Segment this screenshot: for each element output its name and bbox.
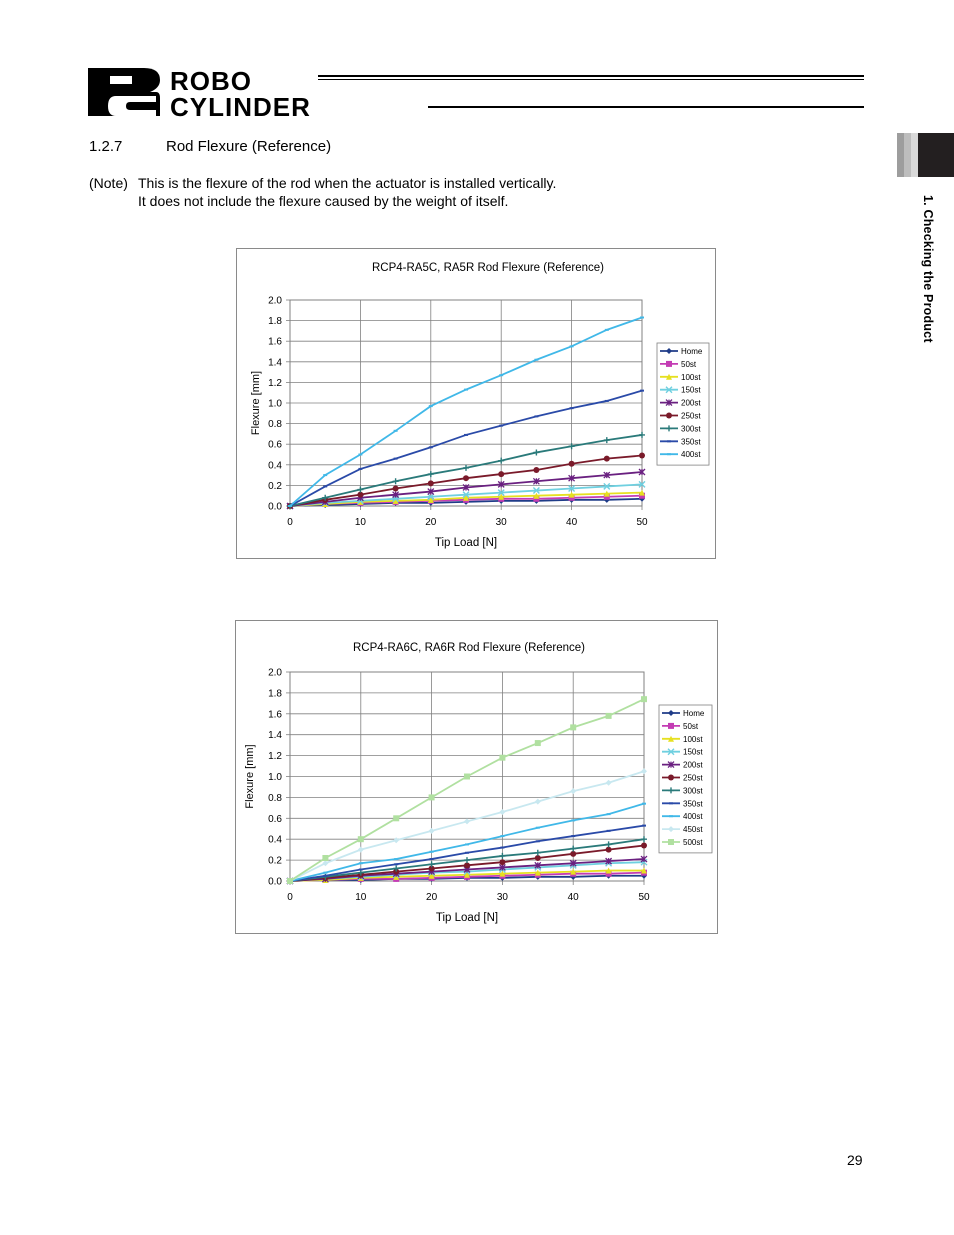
y-tick-label: 0.8 bbox=[268, 792, 282, 804]
y-tick-label: 1.8 bbox=[268, 688, 282, 700]
legend-label: 50st bbox=[681, 359, 697, 369]
legend-label: 300st bbox=[683, 786, 703, 796]
y-tick-label: 1.4 bbox=[268, 730, 282, 742]
legend-label: 400st bbox=[681, 450, 701, 460]
legend-marker bbox=[666, 413, 672, 419]
x-tick-label: 40 bbox=[566, 517, 578, 528]
chart-ra6 bbox=[236, 621, 717, 933]
data-point-500st bbox=[641, 696, 647, 702]
side-tab-block bbox=[918, 133, 954, 177]
data-point-250st bbox=[464, 862, 470, 868]
data-point-500st bbox=[606, 713, 612, 719]
y-tick-label: 0.6 bbox=[268, 439, 282, 451]
data-point-250st bbox=[499, 859, 505, 865]
data-point-500st bbox=[358, 836, 364, 842]
x-tick-label: 50 bbox=[636, 517, 648, 528]
y-tick-label: 1.4 bbox=[268, 357, 282, 369]
note-label: (Note) bbox=[89, 175, 128, 191]
y-tick-label: 0.0 bbox=[268, 501, 282, 513]
x-tick-label: 50 bbox=[638, 892, 650, 903]
side-tab-shade-1 bbox=[897, 133, 904, 177]
side-tab-shade-2 bbox=[904, 133, 911, 177]
x-tick-label: 10 bbox=[355, 892, 367, 903]
data-point-250st bbox=[604, 456, 610, 462]
data-point-500st bbox=[322, 855, 328, 861]
x-axis-label: Tip Load [N] bbox=[434, 537, 498, 549]
y-tick-label: 0.2 bbox=[268, 480, 282, 492]
legend-label: 200st bbox=[681, 398, 701, 408]
data-point-250st bbox=[428, 480, 434, 486]
legend-label: 150st bbox=[683, 747, 703, 757]
y-axis-label: Flexure [mm] bbox=[244, 744, 256, 809]
chart-ra5-box bbox=[236, 248, 716, 559]
y-tick-label: 0.6 bbox=[268, 813, 282, 825]
chart-title: RCP4-RA6C, RA6R Rod Flexure (Reference) bbox=[353, 642, 585, 654]
x-tick-label: 30 bbox=[495, 517, 507, 528]
data-point-250st bbox=[393, 485, 399, 491]
y-tick-label: 1.6 bbox=[268, 709, 282, 721]
legend-label: 100st bbox=[683, 734, 703, 744]
legend-label: 250st bbox=[683, 773, 703, 783]
y-tick-label: 1.2 bbox=[268, 377, 282, 389]
header-rule-top bbox=[318, 75, 864, 77]
page-number: 29 bbox=[847, 1152, 863, 1168]
x-tick-label: 0 bbox=[287, 517, 293, 528]
y-axis-label: Flexure [mm] bbox=[250, 370, 262, 436]
legend-label: 400st bbox=[683, 812, 703, 822]
y-tick-label: 1.0 bbox=[268, 398, 282, 410]
x-tick-label: 20 bbox=[425, 517, 437, 528]
logo-top-text: ROBO bbox=[170, 66, 252, 96]
data-point-250st bbox=[533, 467, 539, 473]
legend-marker bbox=[668, 775, 674, 781]
x-tick-label: 20 bbox=[426, 892, 438, 903]
legend bbox=[659, 705, 712, 853]
data-point-500st bbox=[464, 774, 470, 780]
legend-marker bbox=[668, 839, 674, 845]
y-tick-label: 2.0 bbox=[268, 295, 282, 307]
data-point-250st bbox=[498, 471, 504, 477]
side-tab-shade-3 bbox=[911, 133, 918, 177]
data-point-500st bbox=[535, 740, 541, 746]
x-tick-label: 30 bbox=[496, 892, 508, 903]
data-point-500st bbox=[499, 755, 505, 761]
header-rule-top-thin bbox=[318, 79, 864, 80]
section-number: 1.2.7 bbox=[89, 138, 123, 155]
legend-label: 350st bbox=[681, 437, 701, 447]
legend-marker bbox=[668, 723, 674, 729]
y-tick-label: 1.2 bbox=[268, 751, 282, 763]
legend-label: 150st bbox=[681, 385, 701, 395]
y-tick-label: 1.0 bbox=[268, 772, 282, 783]
data-point-500st bbox=[393, 815, 399, 821]
legend-label: 200st bbox=[683, 760, 703, 770]
legend-label: 350st bbox=[683, 799, 703, 809]
x-tick-label: 0 bbox=[287, 892, 293, 903]
chart-title: RCP4-RA5C, RA5R Rod Flexure (Reference) bbox=[372, 262, 604, 274]
legend-label: Home bbox=[681, 347, 703, 356]
y-tick-label: 0.8 bbox=[268, 419, 282, 431]
y-tick-label: 0.4 bbox=[268, 460, 282, 472]
y-tick-label: 0.0 bbox=[268, 876, 282, 888]
data-point-250st bbox=[569, 461, 575, 467]
side-tab-label: 1. Checking the Product bbox=[921, 195, 935, 343]
data-point-500st bbox=[570, 724, 576, 730]
data-point-250st bbox=[463, 475, 469, 481]
chart-ra5 bbox=[237, 249, 715, 558]
legend-label: Home bbox=[683, 709, 705, 718]
legend-label: 250st bbox=[681, 411, 701, 421]
y-tick-label: 1.8 bbox=[268, 316, 282, 328]
legend bbox=[657, 343, 709, 465]
legend-label: 500st bbox=[683, 838, 703, 847]
y-tick-label: 0.4 bbox=[268, 834, 282, 846]
x-tick-label: 40 bbox=[567, 892, 579, 903]
data-point-250st bbox=[606, 847, 612, 853]
section-title: Rod Flexure (Reference) bbox=[166, 138, 332, 155]
logo-bottom-text: CYLINDER bbox=[170, 92, 311, 118]
header-rule-mid bbox=[428, 106, 864, 108]
legend-label: 300st bbox=[681, 424, 701, 434]
x-axis-label: Tip Load [N] bbox=[435, 912, 499, 924]
data-point-250st bbox=[570, 851, 576, 857]
data-point-500st bbox=[429, 794, 435, 800]
rc-logo-mark bbox=[88, 68, 160, 116]
legend-label: 450st bbox=[683, 825, 703, 835]
legend-label: 100st bbox=[681, 372, 701, 382]
data-point-250st bbox=[639, 453, 645, 459]
legend-marker bbox=[666, 361, 672, 367]
y-tick-label: 2.0 bbox=[268, 667, 282, 679]
chart-ra6-box bbox=[235, 620, 718, 934]
data-point-250st bbox=[535, 855, 541, 861]
y-tick-label: 0.2 bbox=[268, 855, 282, 867]
y-tick-label: 1.6 bbox=[268, 336, 282, 348]
data-point-250st bbox=[641, 842, 647, 848]
legend-label: 50st bbox=[683, 721, 699, 731]
x-tick-label: 10 bbox=[354, 517, 366, 528]
data-point-500st bbox=[287, 878, 293, 884]
data-point-250st bbox=[357, 492, 363, 498]
note-line-2: It does not include the flexure caused by the weight of itself. bbox=[138, 193, 509, 209]
robo-cylinder-logo bbox=[86, 66, 426, 118]
note-line-1: This is the flexure of the rod when the actuator is installed vertically. bbox=[138, 175, 557, 191]
